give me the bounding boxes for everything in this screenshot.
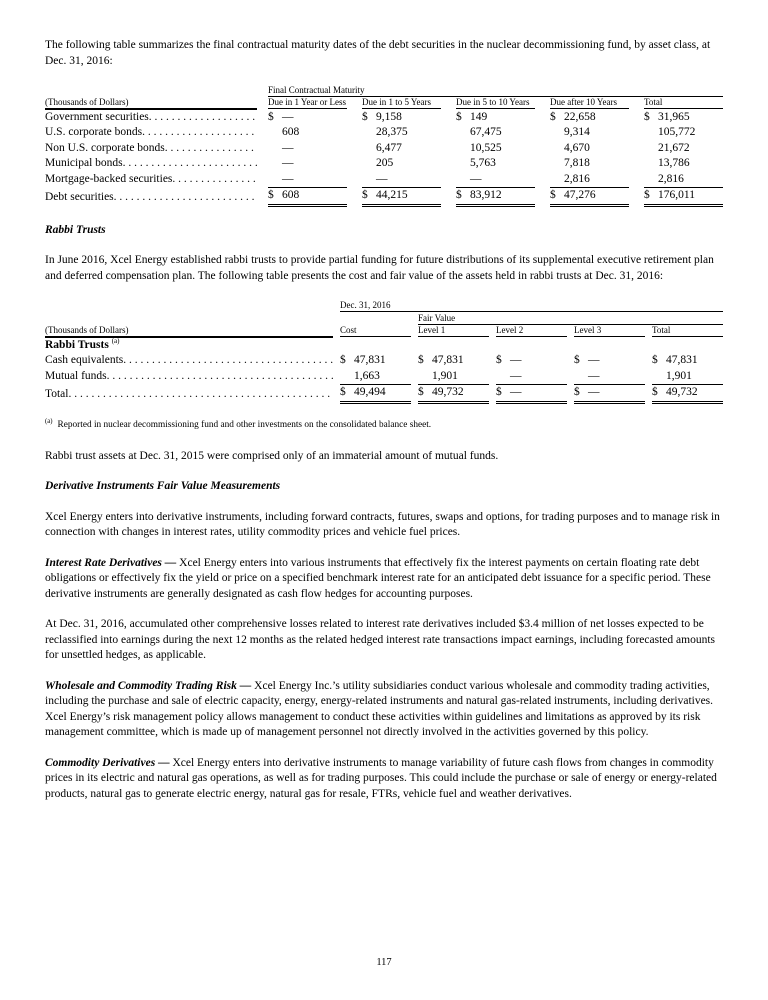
currency-sign: $ xyxy=(496,385,510,403)
rabbi-2015-paragraph: Rabbi trust assets at Dec. 31, 2015 were comprised only of an immaterial amount of mutual funds. xyxy=(45,449,499,462)
cell-value: 1,663 xyxy=(354,369,380,382)
cell-value: 9,314 xyxy=(564,126,590,138)
table-row xyxy=(45,353,723,369)
cell-value: 9,158 xyxy=(376,110,402,123)
currency-sign: $ xyxy=(574,354,580,366)
row-label: Mortgage-backed securities xyxy=(45,173,173,185)
cell-value: 47,831 xyxy=(666,354,698,366)
cell-value: — xyxy=(588,385,645,403)
footnote-reference: (a) xyxy=(111,336,120,345)
currency-sign: $ xyxy=(652,385,666,403)
table-row xyxy=(45,109,723,126)
cell-value: 2,816 xyxy=(658,172,684,185)
derivative-instruments-heading: Derivative Instruments Fair Value Measurements xyxy=(45,480,281,493)
date-header: Dec. 31, 2016 xyxy=(340,299,723,312)
cell-value: 176,011 xyxy=(658,188,723,206)
dot-leader xyxy=(123,353,333,369)
cell-value: — xyxy=(470,172,482,185)
cell-value: — xyxy=(376,172,388,185)
currency-sign: $ xyxy=(652,354,658,366)
cell-value: 47,831 xyxy=(432,354,464,366)
row-label: Government securities xyxy=(45,110,149,123)
cell-value: 2,816 xyxy=(564,172,590,185)
cell-value: 105,772 xyxy=(658,126,696,138)
cell-value: 83,912 xyxy=(470,188,535,206)
cell-value: — xyxy=(510,369,522,382)
currency-sign: $ xyxy=(418,385,432,403)
column-header: Due after 10 Years xyxy=(550,97,629,109)
table-row xyxy=(45,156,723,172)
column-header: Due in 1 Year or Less xyxy=(268,97,346,107)
cell-value: — xyxy=(282,172,294,185)
row-label: Total xyxy=(45,387,69,400)
left-header: (Thousands of Dollars) xyxy=(45,325,333,337)
table-fairvalue-row xyxy=(45,312,723,325)
currency-sign: $ xyxy=(550,188,564,206)
column-header: Level 1 xyxy=(418,325,489,337)
table-title-row xyxy=(45,84,723,97)
currency-sign: $ xyxy=(268,110,274,123)
commodity-derivatives-label: Commodity Derivatives — xyxy=(45,756,170,769)
dot-leader xyxy=(142,125,257,141)
row-label: Mutual funds xyxy=(45,370,107,382)
cell-value: 21,672 xyxy=(658,141,690,154)
column-header: Level 3 xyxy=(574,325,645,337)
currency-sign: $ xyxy=(362,110,368,123)
row-label: Cash equivalents xyxy=(45,354,124,366)
table-row xyxy=(45,141,723,157)
cell-value: — xyxy=(282,157,294,169)
aoci-paragraph: At Dec. 31, 2016, accumulated other comprehensive losses related to interest rate derivatives included $3.4 million of net losses expected to be reclassified into earnings during the next 12 months as the related hedged interest rate transactions impact earnings, including forecasted amounts for unsettled hedges, as applicable. xyxy=(45,618,715,662)
table-header-row xyxy=(45,325,723,337)
cell-value: 49,732 xyxy=(666,385,723,403)
commodity-derivatives-paragraph xyxy=(45,756,723,803)
cell-value: 6,477 xyxy=(376,141,402,154)
column-header: Level 2 xyxy=(496,325,567,337)
cell-value: — xyxy=(588,369,600,382)
cell-value: 1,901 xyxy=(666,369,692,382)
cell-value: 13,786 xyxy=(658,157,690,169)
currency-sign: $ xyxy=(550,110,556,123)
cell-value: 4,670 xyxy=(564,141,590,154)
interest-rate-derivatives-label: Interest Rate Derivatives — xyxy=(45,556,177,569)
currency-sign: $ xyxy=(574,385,588,403)
cell-value: 10,525 xyxy=(470,141,502,154)
cell-value: — xyxy=(282,110,294,123)
cell-value: — xyxy=(510,385,567,403)
cell-value: 47,831 xyxy=(354,354,386,366)
currency-sign: $ xyxy=(456,188,470,206)
table-footnote xyxy=(45,416,723,431)
cell-value: 608 xyxy=(282,126,300,138)
cell-value: 44,215 xyxy=(376,188,441,206)
cell-value: 49,732 xyxy=(432,385,489,403)
cell-value: — xyxy=(588,354,600,366)
page-number: 117 xyxy=(376,956,392,968)
dot-leader xyxy=(107,369,333,385)
table-header-row xyxy=(45,97,723,109)
table-group-row xyxy=(45,337,723,354)
table-date-row xyxy=(45,299,723,312)
currency-sign: $ xyxy=(418,354,424,366)
cell-value: 7,818 xyxy=(564,157,590,169)
cell-value: 31,965 xyxy=(658,110,690,123)
cell-value: 47,276 xyxy=(564,188,629,206)
interest-rate-derivatives-text: Xcel Energy enters into various instruments that effectively fix the interest payments on certain floating rate debt obligations or effectively fix the yield or price on a specified benchmark interest rate for an anticipated debt issuance for a specific period. These derivative instruments are generally designated as cash flow hedges for accounting purposes. xyxy=(45,556,711,600)
cell-value: 28,375 xyxy=(376,126,408,138)
maturity-table xyxy=(45,84,723,207)
column-header: Due in 5 to 10 Years xyxy=(456,97,535,109)
table-row xyxy=(45,125,723,141)
group-label: Rabbi Trusts xyxy=(45,338,109,351)
dot-leader xyxy=(172,172,257,188)
table-row xyxy=(45,172,723,188)
column-header: Cost xyxy=(340,325,411,337)
footnote-text: Reported in nuclear decommissioning fund and other investments on the consolidated balance sheet. xyxy=(57,419,432,430)
row-label: Municipal bonds xyxy=(45,157,123,169)
currency-sign: $ xyxy=(644,188,658,206)
derivative-intro-paragraph: Xcel Energy enters into derivative instruments, including forward contracts, futures, swaps and options, for trading purposes and to manage risk in connection with changes in interest rates, utility commodity prices and vehicle fuel prices. xyxy=(45,510,720,539)
wholesale-trading-label: Wholesale and Commodity Trading Risk — xyxy=(45,679,252,692)
column-header: Total xyxy=(644,97,723,109)
currency-sign: $ xyxy=(362,188,376,206)
cell-value: 67,475 xyxy=(470,126,502,138)
currency-sign: $ xyxy=(496,354,502,366)
row-label: Debt securities xyxy=(45,190,114,203)
cell-value: 49,494 xyxy=(354,385,411,403)
table-row xyxy=(45,369,723,385)
intro-paragraph: The following table summarizes the final contractual maturity dates of the debt securities in the nuclear decommissioning fund, by asset class, at Dec. 31, 2016: xyxy=(45,39,711,67)
fair-value-header: Fair Value xyxy=(418,312,723,325)
currency-sign: $ xyxy=(268,188,282,206)
interest-rate-derivatives-paragraph xyxy=(45,556,723,603)
row-label: Non U.S. corporate bonds xyxy=(45,141,165,154)
dot-leader xyxy=(149,110,257,126)
dot-leader xyxy=(123,156,257,172)
column-header: Due in 1 to 5 Years xyxy=(362,97,441,109)
table-total-row xyxy=(45,385,723,403)
dot-leader xyxy=(165,141,257,157)
cell-value: — xyxy=(282,141,294,154)
currency-sign: $ xyxy=(340,385,354,403)
cell-value: 1,901 xyxy=(432,369,458,382)
cell-value: 5,763 xyxy=(470,157,496,169)
commodity-derivatives-text: Xcel Energy enters into derivative instruments to manage variability of future cash flows from changes in commodity prices in its electric and natural gas operations, as well as for trading purposes. This could include the purchase or sale of energy or energy-related products, natural gas to generate electric energy, natural gas for resale, FTRs, vehicle fuel and weather derivatives. xyxy=(45,756,717,800)
currency-sign: $ xyxy=(340,354,346,366)
cell-value: 608 xyxy=(282,188,347,206)
dot-leader xyxy=(68,387,333,403)
wholesale-trading-text: Xcel Energy Inc.’s utility subsidiaries conduct various wholesale and commodity trading activities, including the purchase and sale of electric capacity, energy, energy-related instruments and natural gas-related instruments, including derivatives. Xcel Energy’s risk management policy allows management to conduct these activities within guidelines and limitations as approved by its risk management committee, which is made up of management personnel not directly involved in the activities governed by this policy. xyxy=(45,679,714,739)
row-label: U.S. corporate bonds xyxy=(45,126,143,138)
footnote-marker: (a) xyxy=(45,417,53,425)
table-total-row xyxy=(45,188,723,206)
wholesale-trading-paragraph xyxy=(45,679,723,741)
rabbi-trusts-table xyxy=(45,299,723,404)
cell-value: 149 xyxy=(470,110,488,123)
cell-value: — xyxy=(510,354,522,366)
rabbi-trusts-heading: Rabbi Trusts xyxy=(45,223,106,236)
column-header: Total xyxy=(652,325,723,337)
maturity-table-title: Final Contractual Maturity xyxy=(268,84,723,97)
cell-value: 22,658 xyxy=(564,110,596,123)
rabbi-trusts-paragraph: In June 2016, Xcel Energy established rabbi trusts to provide partial funding for future distributions of its supplemental executive retirement plan and deferred compensation plan. The following table presents the cost and fair value of the assets held in rabbi trusts at Dec. 31, 2016: xyxy=(45,254,714,282)
currency-sign: $ xyxy=(456,110,462,123)
cell-value: 205 xyxy=(376,157,394,169)
left-header: (Thousands of Dollars) xyxy=(45,97,257,109)
currency-sign: $ xyxy=(644,110,650,123)
dot-leader xyxy=(114,190,257,206)
